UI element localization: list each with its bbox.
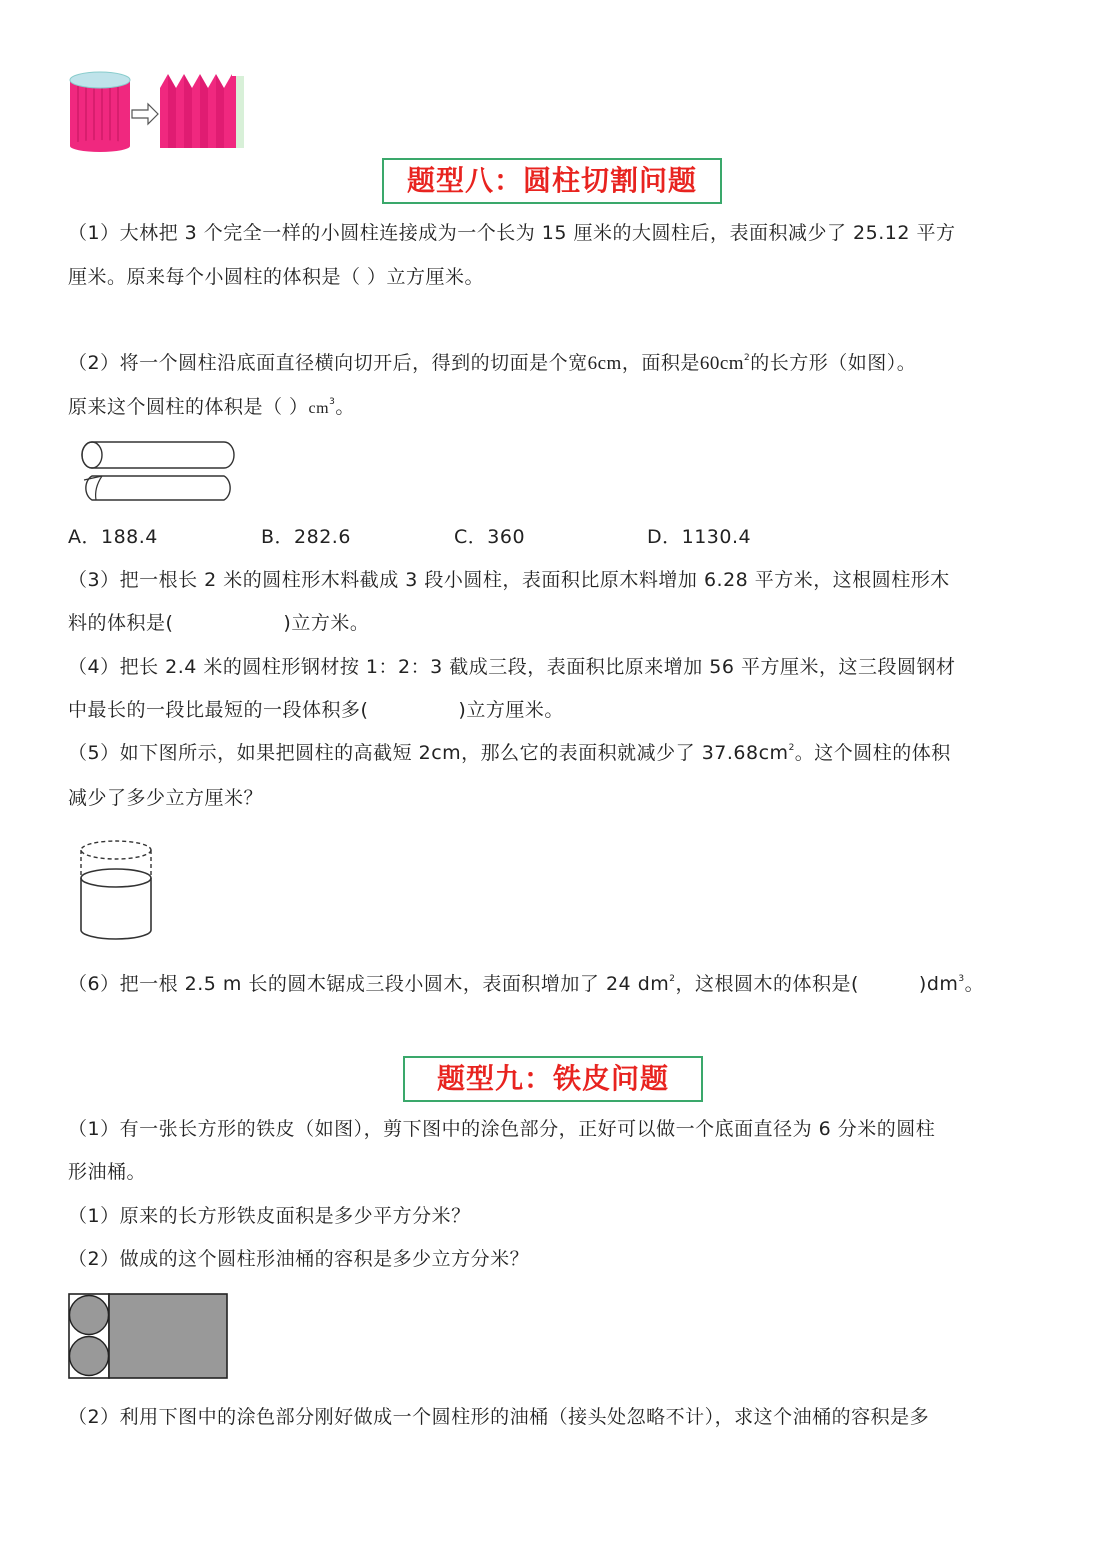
q3-line1: （3）把一根长 2 米的圆柱形木料截成 3 段小圆柱，表面积比原木料增加 6.28 平方米，这根圆柱形木 (68, 569, 950, 591)
option-d[interactable]: D．1130.4 (647, 526, 752, 548)
q2-text-a: （2）将一个圆柱沿底面直径横向切开后，得到的切面是个宽 (68, 352, 588, 374)
q2-text-c: 的长方形（如图）。 (750, 352, 917, 374)
q6-exp2: 3 (958, 974, 965, 984)
q2-width-value: 6cm (587, 353, 622, 374)
q2-area-exp: 2 (744, 353, 751, 363)
q2-line2 (68, 395, 355, 421)
q3-line2 (68, 611, 369, 635)
q1-line2: 厘米。原来每个小圆柱的体积是（ ）立方厘米。 (68, 266, 485, 288)
cylinder-height-cut-figure (76, 838, 156, 944)
q4-text-a: 中最长的一段比最短的一段体积多( (68, 699, 369, 721)
q2-options (68, 525, 840, 549)
cylinder-to-cuboid-figure (68, 68, 248, 154)
q4-line2 (68, 698, 564, 722)
q2-text-e: 。 (335, 396, 355, 418)
option-b[interactable]: B．282.6 (261, 526, 351, 548)
option-c[interactable]: C．360 (454, 526, 526, 548)
q2-text-b: ，面积是 (621, 352, 700, 374)
q5-text-a: （5）如下图所示，如果把圆柱的高截短 2cm，那么它的表面积就减少了 37.68cm (68, 742, 789, 764)
s9-p1-line2: 形油桶。 (68, 1161, 147, 1183)
s9-p1-line1: （1）有一张长方形的铁皮（如图），剪下图中的涂色部分，正好可以做一个底面直径为 6 分米的圆柱 (68, 1118, 936, 1140)
q6-text-a: （6）把一根 2.5 m 长的圆木锯成三段小圆木，表面积增加了 24 dm (68, 973, 670, 995)
q5-line1 (68, 741, 951, 765)
q6-text-c: )dm (918, 973, 959, 995)
q5-exp: 2 (788, 743, 795, 753)
q4-line1: （4）把长 2.4 米的圆柱形钢材按 1：2：3 截成三段，表面积比原来增加 56 平方厘米，这三段圆钢材 (68, 656, 956, 678)
s9-sub1: （1）原来的长方形铁皮面积是多少平方分米？ (68, 1205, 471, 1227)
q6-text-d: 。 (964, 973, 985, 995)
s9-p2-line1: （2）利用下图中的涂色部分刚好做成一个圆柱形的油桶（接头处忽略不计），求这个油桶的容积是多 (68, 1406, 930, 1428)
q6-text-b: ，这根圆木的体积是( (675, 973, 859, 995)
split-cylinder-figure (76, 438, 238, 504)
q1-line1: （1）大林把 3 个完全一样的小圆柱连接成为一个长为 15 厘米的大圆柱后，表面积减少了 25.12 平方 (68, 222, 956, 244)
section-8-title: 题型八：圆柱切割问题 (382, 158, 722, 204)
q5-line2: 减少了多少立方厘米？ (68, 787, 264, 809)
q6-exp1: 2 (669, 974, 676, 984)
q3-text-a: 料的体积是( (68, 612, 174, 634)
s9-sub2: （2）做成的这个圆柱形油桶的容积是多少立方分米？ (68, 1248, 530, 1270)
option-a[interactable]: A．188.4 (68, 526, 158, 548)
q2-unit-exp: 3 (329, 397, 336, 407)
tin-sheet-figure (68, 1293, 230, 1381)
q2-area-value: 60cm (699, 353, 745, 374)
q2-text-d: 原来这个圆柱的体积是（ ） (68, 396, 309, 418)
q5-text-b: 。这个圆柱的体积 (794, 742, 951, 764)
q3-text-b: )立方米。 (283, 612, 370, 634)
section-9-title: 题型九：铁皮问题 (403, 1056, 703, 1102)
q4-text-b: )立方厘米。 (458, 699, 564, 721)
q2-line1 (68, 351, 916, 376)
q6-line (68, 972, 984, 996)
q2-unit: cm (308, 400, 330, 417)
